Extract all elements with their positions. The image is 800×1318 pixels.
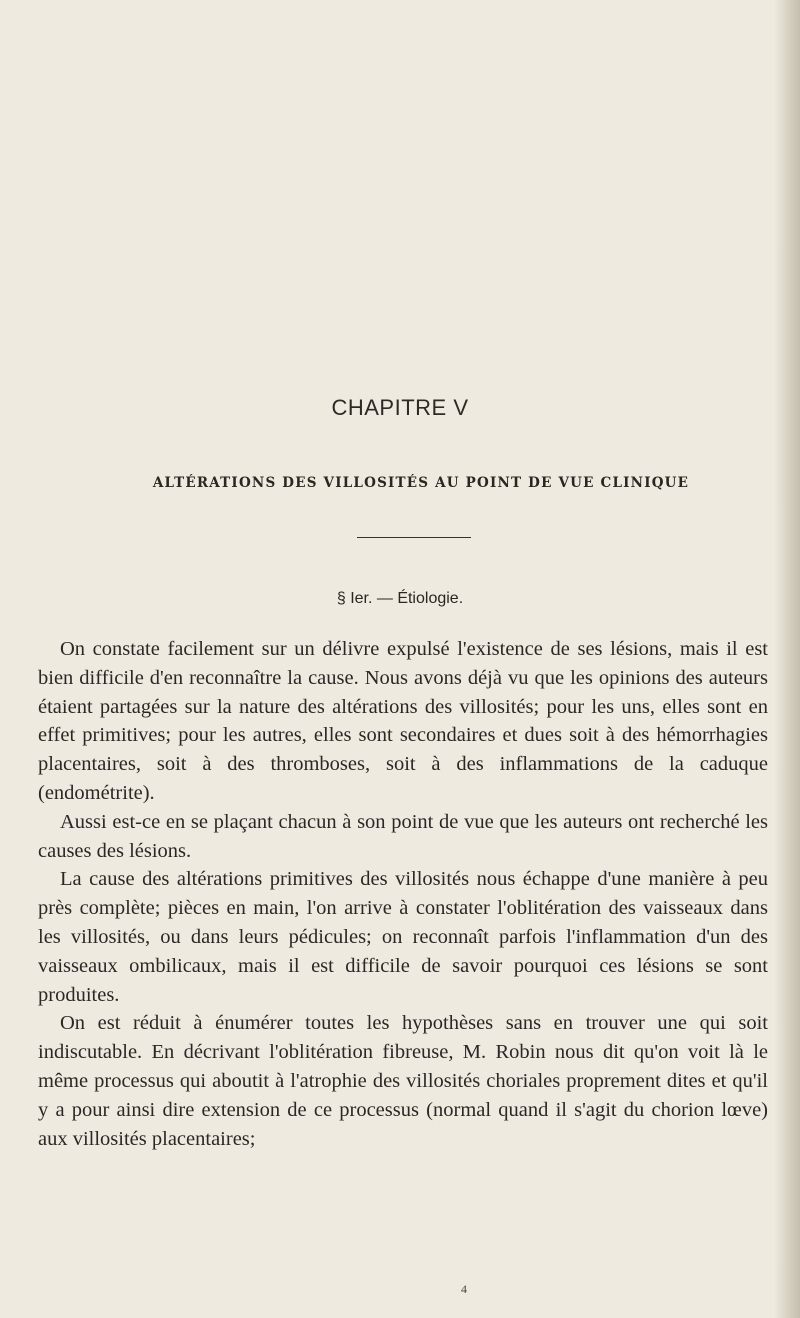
page-mark: 4 <box>461 1282 467 1296</box>
body-text <box>38 635 768 1153</box>
paragraph: La cause des altérations primitives des villosités nous échappe d'une manière à peu près complète; pièces en main, l'on arrive à constater l'oblitération des vaisseaux dans les villosités, ou dans leurs pédicules; on reconnaît parfois l'inflammation d'un des vaisseaux ombilicaux, mais il est difficile de savoir pourquoi ces lésions se sont produites. <box>38 868 768 1006</box>
page-edge-shadow <box>774 0 800 1318</box>
chapter-title: CHAPITRE V <box>331 395 469 420</box>
section-heading: § Ier. — Étiologie. <box>336 590 464 607</box>
chapter-subtitle: ALTÉRATIONS DES VILLOSITÉS AU POINT DE VUE CLINIQUE <box>152 475 690 491</box>
paragraph: Aussi est-ce en se plaçant chacun à son point de vue que les auteurs ont recherché les causes des lésions. <box>38 810 768 862</box>
paragraph: On est réduit à énumérer toutes les hypothèses sans en trouver une qui soit indiscutable. En décrivant l'oblitération fibreuse, M. Robin nous dit qu'on voit là le même processus qui aboutit à l'atrophie des villosités choriales proprement dites et qu'il y a pour ainsi dire extension de ce processus (normal quand il s'agit du chorion lœve) aux villosités placentaires; <box>38 1012 768 1150</box>
paragraph: On constate facilement sur un délivre expulsé l'existence de ses lésions, mais il est bien difficile d'en reconnaître la cause. Nous avons déjà vu que les opinions des auteurs étaient partagées sur la nature des altérations des villosités; pour les uns, elles sont en effet primitives; pour les autres, elles sont secondaires et dues soit à des hémorrhagies placentaires, soit à des thromboses, soit à des inflammations de la caduque (endométrite). <box>38 638 768 804</box>
divider-rule <box>357 537 471 538</box>
